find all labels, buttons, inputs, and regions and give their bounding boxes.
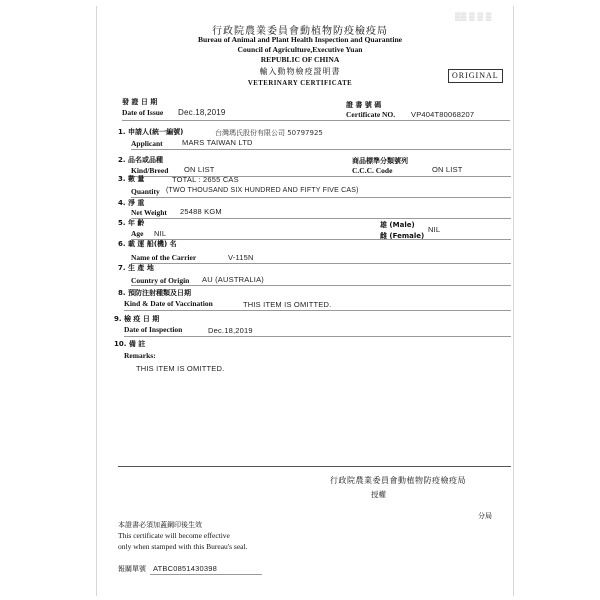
sex-value: NIL xyxy=(428,225,441,234)
issue-underline xyxy=(122,120,510,121)
applicant-underline xyxy=(131,149,511,150)
origin-underline xyxy=(131,285,511,286)
female-label: 雌 (Female) xyxy=(380,232,425,240)
weight-zh: 4. 淨 重 xyxy=(118,199,145,207)
kind-zh: 2. 品名或品種 xyxy=(118,156,163,164)
footer-branch-zh: 分局 xyxy=(478,512,492,520)
carrier-zh: 6. 載 運 船(機) 名 xyxy=(118,240,177,248)
vaccination-zh: 8. 預防注射種類及日期 xyxy=(118,289,191,297)
report-no-value: ATBC0851430398 xyxy=(153,564,217,573)
male-label: 雄 (Male) xyxy=(380,221,415,229)
footer-note-zh: 本證書必須加蓋鋼印後生效 xyxy=(118,521,202,529)
remarks-value: THIS ITEM IS OMITTED. xyxy=(136,364,225,373)
footer-sign-zh: 授權 xyxy=(371,490,386,499)
ccc-value: ON LIST xyxy=(432,165,463,174)
footer-note-en-2: only when stamped with this Bureau's seal. xyxy=(118,542,248,551)
issue-date-label: Date of Issue xyxy=(122,108,164,117)
issue-date-zh: 發 證 日 期 xyxy=(122,98,158,106)
inspection-zh: 9. 檢 疫 日 期 xyxy=(114,315,160,323)
inspection-underline xyxy=(124,336,511,337)
carrier-underline xyxy=(131,263,511,264)
carrier-label: Name of the Carrier xyxy=(131,253,197,262)
quantity-label: Quantity xyxy=(131,187,160,196)
inspection-label: Date of Inspection xyxy=(124,325,183,334)
quantity-underline xyxy=(131,197,511,198)
header-title-en-2: Council of Agriculture,Executive Yuan xyxy=(237,45,363,54)
kind-value: ON LIST xyxy=(184,165,215,174)
weight-value: 25488 KGM xyxy=(180,207,222,216)
header-title-en-1: Bureau of Animal and Plant Health Inspection and Quarantine xyxy=(197,35,403,44)
header-title-zh: 行政院農業委員會動植物防疫檢疫局 xyxy=(212,26,388,37)
age-label: Age xyxy=(131,229,144,238)
origin-zh: 7. 生 產 地 xyxy=(118,264,154,272)
age-underline xyxy=(131,239,511,240)
report-no-zh: 報關單號 xyxy=(118,565,146,573)
vaccination-value: THIS ITEM IS OMITTED. xyxy=(243,300,332,309)
footer-bureau-zh: 行政院農業委員會動植物防疫檢疫局 xyxy=(330,476,466,485)
issue-date-value: Dec.18,2019 xyxy=(178,108,226,117)
inspection-value: Dec.18,2019 xyxy=(208,326,253,335)
cert-no-value: VP404T80068207 xyxy=(411,110,475,119)
cert-no-zh: 證 書 號 碼 xyxy=(346,101,382,109)
quantity-zh: 3. 數 量 xyxy=(118,175,145,183)
original-stamp: ORIGINAL xyxy=(448,69,503,83)
age-zh: 5. 年 齡 xyxy=(118,219,145,227)
header-cert-zh: 輸入動物檢疫證明書 xyxy=(259,67,341,76)
corner-mark: ▒▒ ▒ ▒ ▒ xyxy=(455,12,492,21)
footer-note-en-1: This certificate will become effective xyxy=(118,531,230,540)
quantity-value-1: TOTAL : 2655 CAS xyxy=(172,175,239,184)
kind-label: Kind/Breed xyxy=(131,166,169,175)
applicant-label: Applicant xyxy=(131,139,163,148)
report-underline xyxy=(150,574,262,575)
origin-label: Country of Origin xyxy=(131,276,190,285)
weight-underline xyxy=(131,218,511,219)
ccc-zh: 商品標準分類號列 xyxy=(352,157,408,165)
signature-rule xyxy=(118,466,511,467)
remarks-label: Remarks: xyxy=(124,351,156,360)
vaccination-underline xyxy=(124,310,511,311)
quantity-value-2: (TWO THOUSAND SIX HUNDRED AND FIFTY FIVE CAS) xyxy=(166,187,359,194)
origin-value: AU (AUSTRALIA) xyxy=(202,275,264,284)
ccc-label: C.C.C. Code xyxy=(352,166,393,175)
cert-no-label: Certificate NO. xyxy=(346,110,396,119)
vaccination-label: Kind & Date of Vaccination xyxy=(124,299,213,308)
applicant-zh-value: 台灣瑪氏股份有限公司 50797925 xyxy=(215,129,323,137)
header-country: REPUBLIC OF CHINA xyxy=(260,55,340,64)
applicant-value: MARS TAIWAN LTD xyxy=(182,138,253,147)
header-cert-en: VETERINARY CERTIFICATE xyxy=(247,80,353,87)
age-value: NIL xyxy=(154,229,167,238)
remarks-zh: 10. 備 註 xyxy=(114,340,146,348)
carrier-value: V-115N xyxy=(228,253,254,262)
weight-label: Net Weight xyxy=(131,208,167,217)
applicant-zh: 1. 申請人(統一編號) xyxy=(118,128,184,136)
